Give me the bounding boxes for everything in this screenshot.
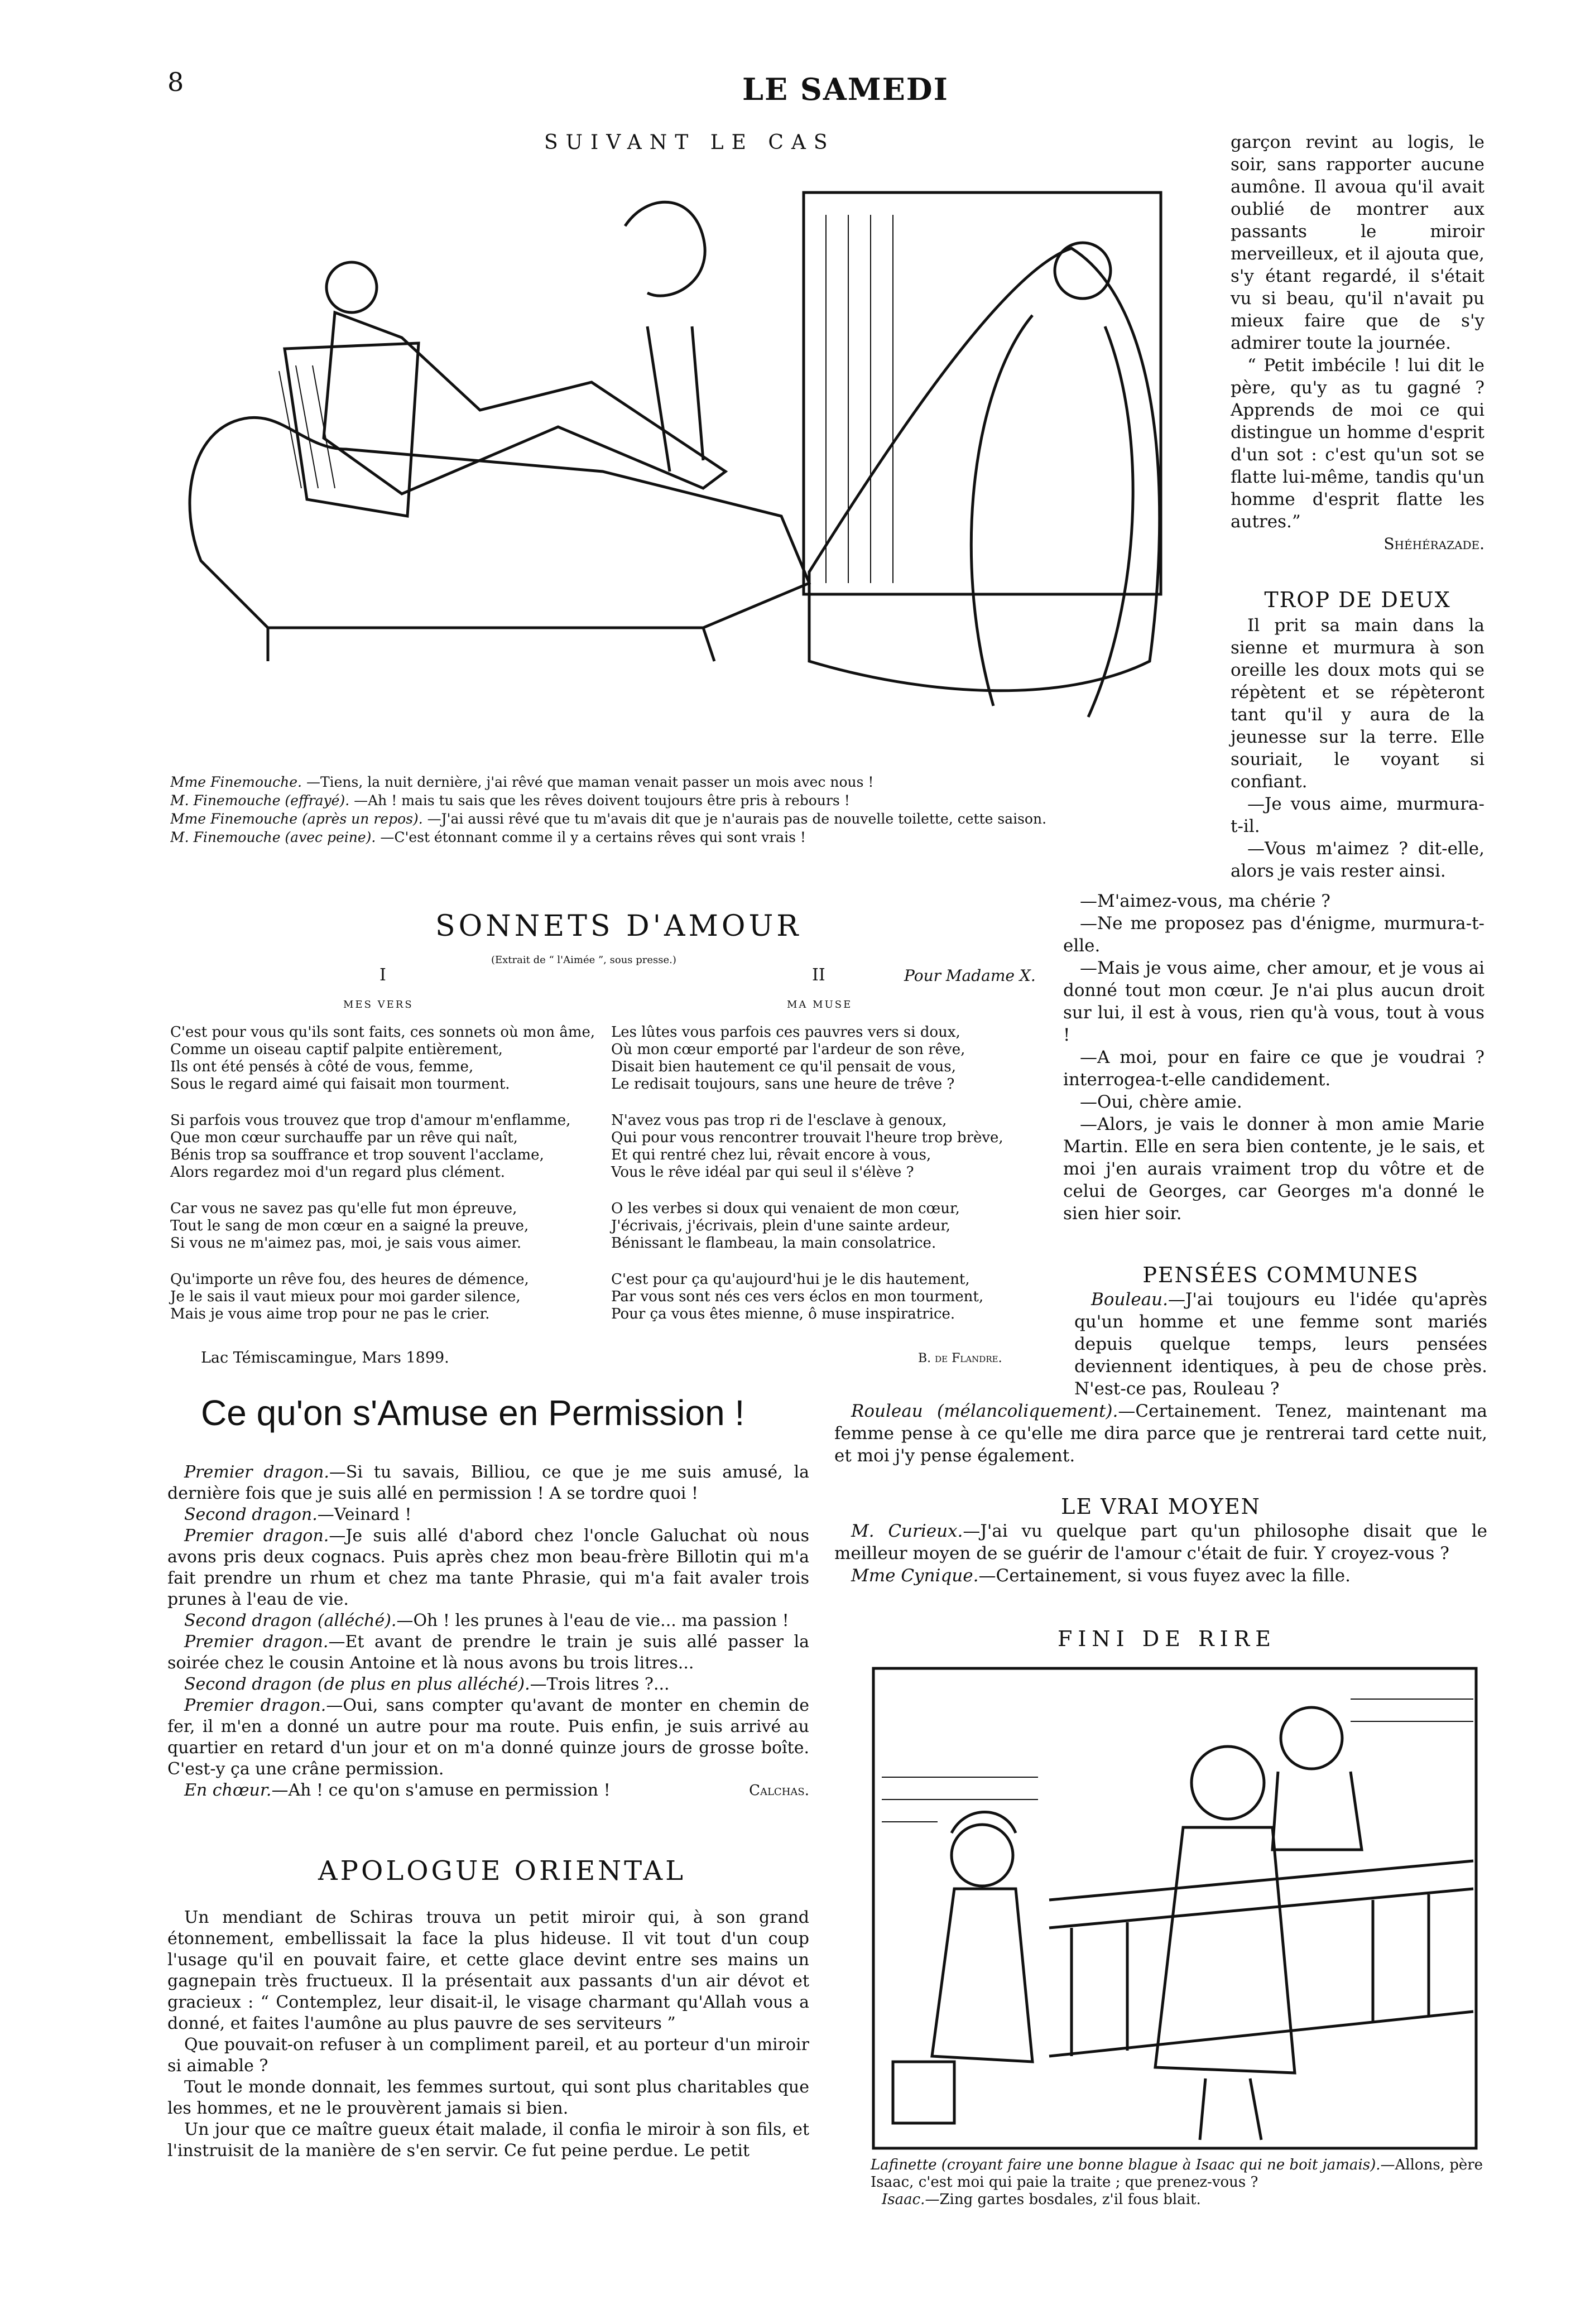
sonnets-title: SONNETS D'AMOUR xyxy=(435,910,802,943)
sonnet-numeral: I xyxy=(379,965,386,985)
couple-drawing xyxy=(167,159,1222,767)
caption-line: Mme Finemouche (après un repos). —J'ai aussi rêvé que tu m'avais dit que je n'aurais pas de nouvelle toilette, cette saison. xyxy=(170,811,1047,827)
dialogue-line: Premier dragon.—Oui, sans compter qu'avant de monter en chemin de fer, il m'en a donné un autre pour ma route. Puis enfin, je suis arrivé au quartier en retard d'un jour et on m'a donné quinze jours de grosse boîte. C'est-y ça une crâne permission. xyxy=(167,1696,809,1779)
salon-illustration xyxy=(167,159,1222,767)
paragraph: Bouleau.—J'ai toujours eu l'idée qu'après qu'un homme et une femme sont mariés depuis quelque temps, leurs pensées deviennent identiques, à peu de chose près. N'est-ce pas, Rouleau ? xyxy=(1074,1289,1487,1399)
sonnet-numeral: II xyxy=(812,965,825,985)
dialogue-line: Second dragon (de plus en plus alléché).—Trois litres ?... xyxy=(184,1675,670,1694)
apologue-body xyxy=(167,1907,809,2162)
sonnet-heading: MA MUSE xyxy=(787,999,853,1011)
paragraph: Rouleau (mélancoliquement).—Certainement. Tenez, maintenant ma femme pense à ce qu'elle me dira parce que je rentrerai tard cette nuit, et moi j'y pense également. xyxy=(834,1401,1487,1466)
paragraph: Il prit sa main dans la sienne et murmura à son oreille les doux mots qui se répètent et se répèteront tant qu'il y aura de la jeunesse sur la terre. Elle souriait, le voyant si confiant. xyxy=(1231,615,1484,792)
apologue-continuation xyxy=(1231,131,1484,555)
stanza: N'avez vous pas trop ri de l'esclave à genoux, Qui pour vous rencontrer trouvait l'heure trop brève, Et qui rentré chez lui, rêvait encore à vous, Vous le rêve idéal par qui seul il s'élève ? xyxy=(611,1112,1003,1181)
paragraph: Un jour que ce maître gueux était malade, il confia le miroir à son fils, et l'instruisit de la manière de s'en servir. Ce fut peine perdue. Le petit xyxy=(167,2120,809,2161)
paragraph: —A moi, pour en faire ce que je voudrai ? interrogea-t-elle candidement. xyxy=(1063,1047,1484,1090)
illustration-caption xyxy=(170,773,1219,846)
stanza: C'est pour vous qu'ils sont faits, ces sonnets où mon âme, Comme un oiseau captif palpite entièrement, Ils ont été pensés à côté de vous, femme, Sous le regard aimé qui faisait mon tourment. xyxy=(170,1024,595,1093)
paragraph: —Mais je vous aime, cher amour, et je vous ai donné tout mon cœur. Je n'ai plus aucun droit sur lui, il est à vous, rien qu'à vous, tout à vous ! xyxy=(1063,958,1484,1045)
tavern-illustration xyxy=(871,1666,1479,2151)
paragraph: garçon revint au logis, le soir, sans rapporter aucune aumône. Il avoua qu'il avait oublié de montrer aux passants le miroir merveilleux, et il ajouta que, s'y étant regardé, il s'était vu si beau, qu'il n'avait pu mieux faire que de s'y admirer toute la journée. xyxy=(1231,132,1484,353)
sonnet-heading: MES VERS xyxy=(343,999,414,1011)
paragraph: —Ne me proposez pas d'énigme, murmura-t-elle. xyxy=(1063,913,1484,956)
dialogue-line: Premier dragon.—Je suis allé d'abord chez l'oncle Galuchat où nous avons pris deux cognacs. Puis après chez mon beau-frère Billotin qui m'a fait prendre un rhum et chez ma tante Phrasie, qui m'a fait avaler trois prunes à l'eau de vie. xyxy=(167,1526,809,1609)
paragraph: —Je vous aime, murmura-t-il. xyxy=(1231,794,1484,836)
apologue-title: APOLOGUE ORIENTAL xyxy=(318,1855,686,1887)
caption-line: Isaac.—Zing gartes bosdales, z'il fous blait. xyxy=(882,2191,1201,2208)
paragraph: —Alors, je vais le donner à mon amie Marie Martin. Elle en sera bien contente, je le sais, et moi j'en aurais vraiment trop du vôtre et de celui de Georges, car Georges m'a donné le sien hier soir. xyxy=(1063,1114,1484,1224)
stanza: Si parfois vous trouvez que trop d'amour m'enflamme, Que mon cœur surchauffe par un rêve qui naît, Bénis trop sa souffrance et trop souvent l'acclame, Alors regardez moi d'un regard plus clément. xyxy=(170,1112,571,1181)
stanza: C'est pour ça qu'aujourd'hui je le dis hautement, Par vous sont nés ces vers éclos en mon tourment, Pour ça vous êtes mienne, ô muse inspiratrice. xyxy=(611,1271,984,1322)
paragraph: —Vous m'aimez ? dit-elle, alors je vais rester ainsi. xyxy=(1231,839,1484,881)
section-title: PENSÉES COMMUNES xyxy=(1142,1263,1419,1287)
stanza: Qu'importe un rêve fou, des heures de démence, Je le sais il vaut mieux pour moi garder silence, Mais je vous aime trop pour ne pas le crier. xyxy=(170,1271,529,1322)
sonnets-subtitle: (Extrait de “ l'Aimée ”, sous presse.) xyxy=(491,954,676,966)
caption-line: Mme Finemouche. —Tiens, la nuit dernière, j'ai rêvé que maman venait passer un mois avec nous ! xyxy=(170,774,874,790)
dialogue-line: Second dragon (alléché).—Oh ! les prunes à l'eau de vie... ma passion ! xyxy=(184,1611,789,1630)
dialogue-line: En chœur.—Ah ! ce qu'on s'amuse en permission ! Calchas. xyxy=(184,1781,809,1800)
paragraph: Tout le monde donnait, les femmes surtout, qui sont plus charitables que les hommes, et ne le prouvèrent jamais si bien. xyxy=(167,2077,809,2118)
fini-caption xyxy=(871,2157,1490,2208)
trop-de-deux-section xyxy=(1231,589,1484,882)
dialogue-line: Premier dragon.—Si tu savais, Billiou, ce que je me suis amusé, la dernière fois que je suis allé en permission ! A se tordre quoi ! xyxy=(167,1462,809,1503)
paragraph: M. Curieux.—J'ai vu quelque part qu'un philosophe disait que le meilleur moyen de se guérir de l'amour c'était de fuir. Y croyez-vous ? xyxy=(834,1521,1488,1563)
signature: Calchas. xyxy=(749,1782,809,1799)
paragraph: Mme Cynique.—Certainement, si vous fuyez avec la fille. xyxy=(851,1566,1351,1586)
sonnet-signature: B. de Flandre. xyxy=(918,1351,1002,1365)
signature: Shéhérazade. xyxy=(1383,535,1484,553)
sonnet-right xyxy=(611,1024,1052,1342)
caption-line: Lafinette (croyant faire une bonne blague à Isaac qui ne boit jamais).—Allons, père Isaac, c'est moi qui paie la traite ; que prenez-vous ? xyxy=(871,2157,1483,2191)
stanza: Car vous ne savez pas qu'elle fut mon épreuve, Tout le sang de mon cœur en a saigné la preuve, Si vous ne m'aimez pas, moi, je sais vous aimer. xyxy=(170,1200,529,1252)
stanza: O les verbes si doux qui venaient de mon cœur, J'écrivais, j'écrivais, plein d'une sainte ardeur, Bénissant le flambeau, la main consolatrice. xyxy=(611,1200,960,1252)
paragraph: “ Petit imbécile ! lui dit le père, qu'y as tu gagné ? Apprends de moi ce qui distingue un homme d'esprit d'un sot : c'est qu'un sot se flatte lui-même, tandis qu'un homme d'esprit flatte les autres.” xyxy=(1231,355,1484,532)
page-number: 8 xyxy=(167,67,184,97)
sonnet-signature: Lac Témiscamingue, Mars 1899. xyxy=(201,1349,449,1367)
dialogue-line: Premier dragon.—Et avant de prendre le train je suis allé passer la soirée chez le cousin Antoine et là nous avons bu trois litres... xyxy=(167,1632,809,1673)
caption-line: M. Finemouche (effrayé). —Ah ! mais tu sais que les rêves doivent toujours être pris à rebours ! xyxy=(170,792,850,809)
fini-title: FINI DE RIRE xyxy=(1058,1627,1276,1651)
permission-dialogue xyxy=(167,1462,809,1801)
masthead: LE SAMEDI xyxy=(742,71,949,107)
stanza: Les lûtes vous parfois ces pauvres vers si doux, Où mon cœur emporté par l'ardeur de son rêve, Disait bien hautement ce qu'il pensait de vous, Le redisait toujours, sans une heure de trêve ? xyxy=(611,1024,965,1093)
section-title: TROP DE DEUX xyxy=(1264,588,1451,612)
dialogue-line: Second dragon.—Veinard ! xyxy=(184,1505,412,1524)
sonnet-left xyxy=(170,1024,594,1342)
trop-de-deux-continued xyxy=(1063,890,1484,1225)
permission-title: Ce qu'on s'Amuse en Permission ! xyxy=(201,1393,745,1433)
section-title: LE VRAI MOYEN xyxy=(1061,1494,1261,1519)
sonnet-dedication: Pour Madame X. xyxy=(904,966,1036,985)
paragraph: Un mendiant de Schiras trouva un petit miroir qui, à son grand étonnement, embellissait la face la plus hideuse. Il vit tout d'un coup l'usage qu'il en pouvait faire, et cette glace devint entre ses mains un gagnepain très fructueux. Il la présentait aux passants d'un air dévot et gracieux : “ Contemplez, leur disait-il, le visage charmant qu'Allah vous a donné, et faites l'aumône au plus pauvre de ses serviteurs ” xyxy=(167,1908,809,2033)
paragraph: —M'aimez-vous, ma chérie ? xyxy=(1080,891,1330,911)
vrai-moyen-section xyxy=(834,1495,1487,1587)
paragraph: —Oui, chère amie. xyxy=(1080,1092,1242,1112)
tavern-drawing xyxy=(871,1666,1479,2151)
caption-line: M. Finemouche (avec peine). —C'est étonnant comme il y a certains rêves qui sont vrais ! xyxy=(170,829,806,845)
illustration-title: SUIVANT LE CAS xyxy=(544,131,835,154)
paragraph: Que pouvait-on refuser à un compliment pareil, et au porteur d'un miroir si aimable ? xyxy=(167,2035,809,2076)
